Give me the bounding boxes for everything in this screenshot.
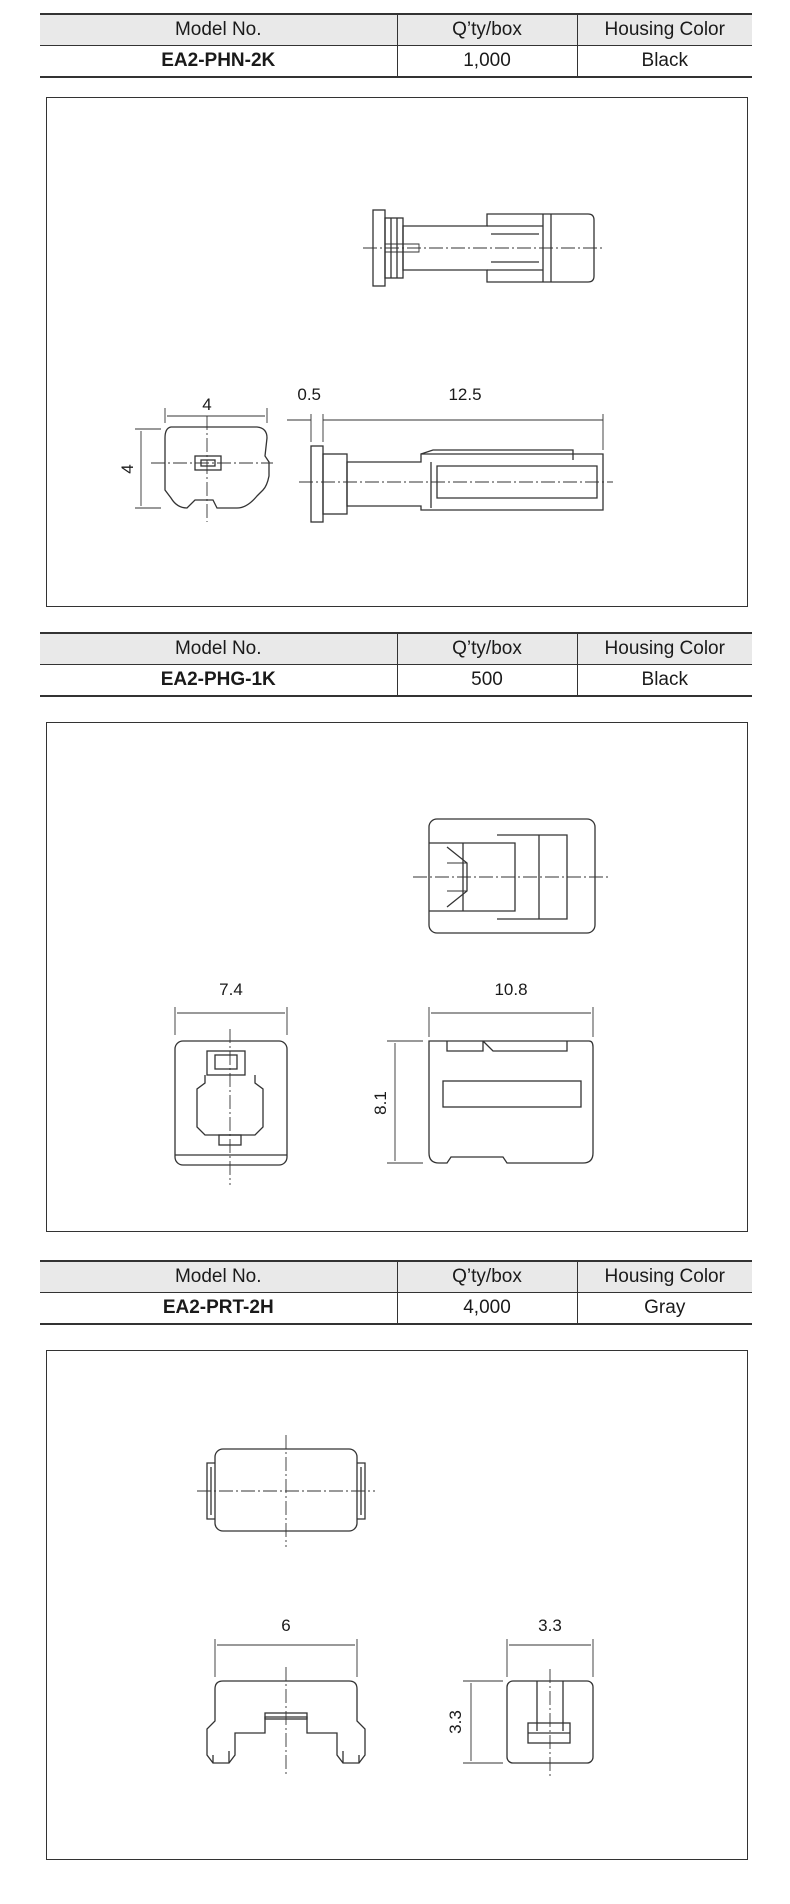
dimension-drawing-3 [47,1351,747,1859]
housing-color: Black [577,665,752,697]
column-qty-per-box: Q’ty/box [397,14,577,46]
dim-height-8-1: 8.1 [371,1091,390,1115]
table-row [40,1293,752,1325]
top-view [363,210,603,286]
spec-table-2 [40,632,752,697]
housing-color: Black [577,46,752,78]
spec-table-3 [40,1260,752,1325]
housing-color: Gray [577,1293,752,1325]
drawing-panel-1 [46,97,748,607]
column-qty-per-box: Q’ty/box [397,1261,577,1293]
quantity-per-box: 4,000 [397,1293,577,1325]
dim-length-10-8: 10.8 [494,980,528,999]
dimension-drawing-1 [47,98,747,606]
model-number: EA2-PHG-1K [40,665,397,697]
top-view [413,819,609,933]
side-view [387,1007,593,1163]
table-row [40,665,752,697]
column-model-no: Model No. [40,1261,397,1293]
model-number: EA2-PHN-2K [40,46,397,78]
column-housing-color: Housing Color [577,14,752,46]
column-housing-color: Housing Color [577,1261,752,1293]
dim-length-12-5: 12.5 [448,385,482,404]
front-view [207,1639,365,1777]
column-model-no: Model No. [40,633,397,665]
side-view [463,1639,593,1777]
drawing-panel-3 [46,1350,748,1860]
column-housing-color: Housing Color [577,633,752,665]
top-view [197,1435,375,1547]
dim-width-7-4: 7.4 [219,980,243,999]
dim-flange-0-5: 0.5 [297,385,321,404]
table-row [40,46,752,78]
front-view [135,408,273,522]
front-view [175,1007,287,1185]
quantity-per-box: 500 [397,665,577,697]
dim-side-width-3-3: 3.3 [538,1616,562,1635]
dim-side-height-3-3: 3.3 [446,1710,465,1734]
model-number: EA2-PRT-2H [40,1293,397,1325]
quantity-per-box: 1,000 [397,46,577,78]
column-model-no: Model No. [40,14,397,46]
side-view [287,414,613,522]
column-qty-per-box: Q’ty/box [397,633,577,665]
dim-width-4: 4 [202,395,212,414]
dim-width-6: 6 [281,1616,291,1635]
spec-table-1 [40,13,752,78]
dimension-drawing-2 [47,723,747,1231]
dim-height-4: 4 [118,464,137,474]
drawing-panel-2 [46,722,748,1232]
